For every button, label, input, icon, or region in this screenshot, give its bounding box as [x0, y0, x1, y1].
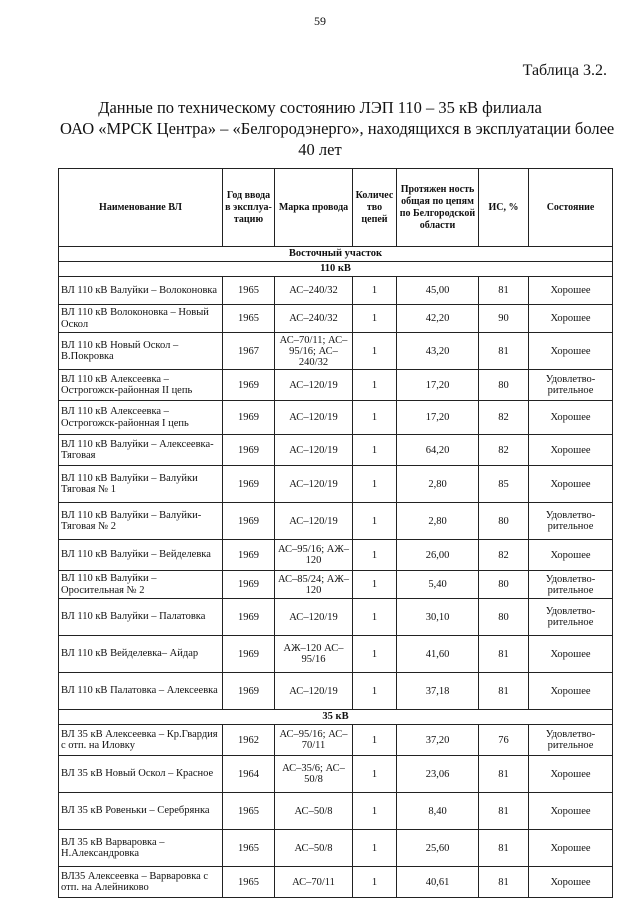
cell-year: 1965 [223, 305, 275, 333]
section-row [59, 262, 613, 277]
cell-is: 80 [479, 370, 529, 401]
cell-state: Удовлетво-рительное [529, 599, 613, 636]
table-row [59, 333, 613, 370]
cell-is: 81 [479, 830, 529, 867]
section-row [59, 710, 613, 725]
cell-is: 81 [479, 673, 529, 710]
cell-year: 1969 [223, 673, 275, 710]
cell-state: Хорошее [529, 333, 613, 370]
table-title [60, 97, 615, 160]
cell-is: 81 [479, 333, 529, 370]
cell-chains: 1 [353, 540, 397, 571]
cell-is: 81 [479, 277, 529, 305]
cell-length: 42,20 [397, 305, 479, 333]
cell-wire: АС–120/19 [275, 370, 353, 401]
cell-wire: АС–35/6; АС–50/8 [275, 756, 353, 793]
power-lines-table [58, 168, 613, 898]
header-length: Протяжен ность общая по цепям по Белгородской области [397, 169, 479, 247]
cell-year: 1969 [223, 435, 275, 466]
cell-state: Хорошее [529, 867, 613, 898]
cell-is: 81 [479, 756, 529, 793]
header-is: ИС, % [479, 169, 529, 247]
cell-year: 1969 [223, 401, 275, 435]
cell-chains: 1 [353, 793, 397, 830]
cell-state: Хорошее [529, 673, 613, 710]
cell-length: 17,20 [397, 370, 479, 401]
cell-state: Хорошее [529, 305, 613, 333]
cell-wire: АС–70/11; АС–95/16; АС–240/32 [275, 333, 353, 370]
table-row [59, 830, 613, 867]
cell-length: 23,06 [397, 756, 479, 793]
table-row [59, 636, 613, 673]
table-row [59, 277, 613, 305]
table-row [59, 673, 613, 710]
cell-year: 1969 [223, 466, 275, 503]
table-row [59, 756, 613, 793]
cell-name: ВЛ 110 кВ Валуйки – Валуйки-Тяговая № 2 [59, 503, 223, 540]
cell-length: 5,40 [397, 571, 479, 599]
cell-wire: АС–120/19 [275, 673, 353, 710]
title-line: 40 лет [298, 140, 342, 159]
cell-chains: 1 [353, 401, 397, 435]
cell-state: Хорошее [529, 401, 613, 435]
cell-is: 82 [479, 435, 529, 466]
cell-state: Хорошее [529, 636, 613, 673]
cell-state: Хорошее [529, 830, 613, 867]
cell-state: Удовлетво-рительное [529, 503, 613, 540]
cell-name: ВЛ 35 кВ Варваровка – Н.Александровка [59, 830, 223, 867]
cell-wire: АС–95/16; АЖ–120 [275, 540, 353, 571]
cell-chains: 1 [353, 725, 397, 756]
cell-wire: АС–120/19 [275, 435, 353, 466]
cell-length: 17,20 [397, 401, 479, 435]
cell-length: 45,00 [397, 277, 479, 305]
cell-chains: 1 [353, 503, 397, 540]
table-row [59, 725, 613, 756]
cell-wire: АС–120/19 [275, 503, 353, 540]
cell-year: 1969 [223, 540, 275, 571]
cell-is: 81 [479, 867, 529, 898]
cell-name: ВЛ 110 кВ Валуйки – Волоконовка [59, 277, 223, 305]
table-row [59, 540, 613, 571]
cell-chains: 1 [353, 571, 397, 599]
cell-state: Хорошее [529, 756, 613, 793]
cell-year: 1965 [223, 793, 275, 830]
cell-wire: АС–240/32 [275, 305, 353, 333]
cell-name: ВЛ 110 кВ Валуйки – Палатовка [59, 599, 223, 636]
title-line: Данные по техническому состоянию ЛЭП 110 – 35 кВ филиала [98, 98, 542, 117]
header-year: Год ввода в эксплуа-тацию [223, 169, 275, 247]
cell-wire: АС–70/11 [275, 867, 353, 898]
cell-chains: 1 [353, 370, 397, 401]
cell-is: 81 [479, 636, 529, 673]
cell-year: 1962 [223, 725, 275, 756]
cell-length: 64,20 [397, 435, 479, 466]
section-row [59, 247, 613, 262]
cell-name: ВЛ 110 кВ Валуйки – Оросительная № 2 [59, 571, 223, 599]
table-row [59, 466, 613, 503]
section-area: Восточный участок [59, 247, 613, 262]
header-state: Состояние [529, 169, 613, 247]
cell-is: 82 [479, 540, 529, 571]
cell-wire: АС–95/16; АС–70/11 [275, 725, 353, 756]
cell-length: 2,80 [397, 466, 479, 503]
cell-length: 30,10 [397, 599, 479, 636]
cell-chains: 1 [353, 333, 397, 370]
cell-length: 26,00 [397, 540, 479, 571]
cell-length: 43,20 [397, 333, 479, 370]
cell-year: 1965 [223, 830, 275, 867]
table-row [59, 305, 613, 333]
cell-year: 1965 [223, 867, 275, 898]
section-35kv: 35 кВ [59, 710, 613, 725]
cell-wire: АЖ–120 АС–95/16 [275, 636, 353, 673]
cell-length: 37,20 [397, 725, 479, 756]
header-row [59, 169, 613, 247]
table-row [59, 370, 613, 401]
cell-year: 1967 [223, 333, 275, 370]
cell-wire: АС–120/19 [275, 466, 353, 503]
cell-chains: 1 [353, 466, 397, 503]
cell-state: Удовлетво-рительное [529, 370, 613, 401]
cell-state: Хорошее [529, 793, 613, 830]
cell-chains: 1 [353, 599, 397, 636]
cell-wire: АС–85/24; АЖ–120 [275, 571, 353, 599]
table-row [59, 793, 613, 830]
cell-chains: 1 [353, 305, 397, 333]
cell-year: 1969 [223, 370, 275, 401]
cell-is: 76 [479, 725, 529, 756]
cell-name: ВЛ 110 кВ Алексеевка – Острогожск-районная II цепь [59, 370, 223, 401]
cell-chains: 1 [353, 756, 397, 793]
cell-chains: 1 [353, 673, 397, 710]
cell-is: 90 [479, 305, 529, 333]
cell-length: 25,60 [397, 830, 479, 867]
cell-state: Хорошее [529, 466, 613, 503]
cell-is: 80 [479, 599, 529, 636]
cell-name: ВЛ 110 кВ Алексеевка – Острогожск-районная I цепь [59, 401, 223, 435]
cell-name: ВЛ 110 кВ Валуйки – Вейделевка [59, 540, 223, 571]
cell-is: 80 [479, 503, 529, 540]
cell-name: ВЛ 110 кВ Палатовка – Алексеевка [59, 673, 223, 710]
table-row [59, 401, 613, 435]
cell-length: 41,60 [397, 636, 479, 673]
section-110kv: 110 кВ [59, 262, 613, 277]
header-wire: Марка провода [275, 169, 353, 247]
cell-state: Удовлетво-рительное [529, 571, 613, 599]
table-row [59, 503, 613, 540]
cell-is: 81 [479, 793, 529, 830]
cell-wire: АС–50/8 [275, 830, 353, 867]
cell-wire: АС–240/32 [275, 277, 353, 305]
cell-state: Хорошее [529, 277, 613, 305]
page-number: 59 [314, 14, 326, 28]
cell-state: Хорошее [529, 540, 613, 571]
cell-name: ВЛ 35 кВ Ровеньки – Серебрянка [59, 793, 223, 830]
cell-year: 1964 [223, 756, 275, 793]
cell-year: 1969 [223, 571, 275, 599]
cell-name: ВЛ 35 кВ Алексеевка – Кр.Гвардия с отп. на Иловку [59, 725, 223, 756]
table-label: Таблица 3.2. [522, 62, 607, 79]
header-name: Наименование ВЛ [59, 169, 223, 247]
cell-is: 85 [479, 466, 529, 503]
cell-chains: 1 [353, 277, 397, 305]
cell-length: 37,18 [397, 673, 479, 710]
cell-year: 1969 [223, 599, 275, 636]
cell-is: 82 [479, 401, 529, 435]
cell-chains: 1 [353, 830, 397, 867]
cell-name: ВЛ 110 кВ Валуйки – Валуйки Тяговая № 1 [59, 466, 223, 503]
cell-year: 1969 [223, 636, 275, 673]
cell-year: 1965 [223, 277, 275, 305]
header-chains: Количес тво цепей [353, 169, 397, 247]
cell-length: 8,40 [397, 793, 479, 830]
cell-name: ВЛ 110 кВ Валуйки – Алексеевка-Тяговая [59, 435, 223, 466]
table-row [59, 571, 613, 599]
cell-name: ВЛ 110 кВ Волоконовка – Новый Оскол [59, 305, 223, 333]
cell-wire: АС–120/19 [275, 599, 353, 636]
table-row [59, 435, 613, 466]
cell-length: 40,61 [397, 867, 479, 898]
cell-name: ВЛ 110 кВ Вейделевка– Айдар [59, 636, 223, 673]
table-row [59, 867, 613, 898]
title-line: ОАО «МРСК Центра» – «Белгородэнерго», находящихся в эксплуатации более [60, 119, 615, 138]
cell-year: 1969 [223, 503, 275, 540]
cell-chains: 1 [353, 435, 397, 466]
cell-name: ВЛ35 Алексеевка – Варваровка с отп. на Алейниково [59, 867, 223, 898]
cell-name: ВЛ 35 кВ Новый Оскол – Красное [59, 756, 223, 793]
cell-state: Удовлетво-рительное [529, 725, 613, 756]
cell-wire: АС–50/8 [275, 793, 353, 830]
cell-name: ВЛ 110 кВ Новый Оскол – В.Покровка [59, 333, 223, 370]
cell-chains: 1 [353, 867, 397, 898]
table-row [59, 599, 613, 636]
cell-chains: 1 [353, 636, 397, 673]
cell-wire: АС–120/19 [275, 401, 353, 435]
cell-length: 2,80 [397, 503, 479, 540]
cell-state: Хорошее [529, 435, 613, 466]
cell-is: 80 [479, 571, 529, 599]
